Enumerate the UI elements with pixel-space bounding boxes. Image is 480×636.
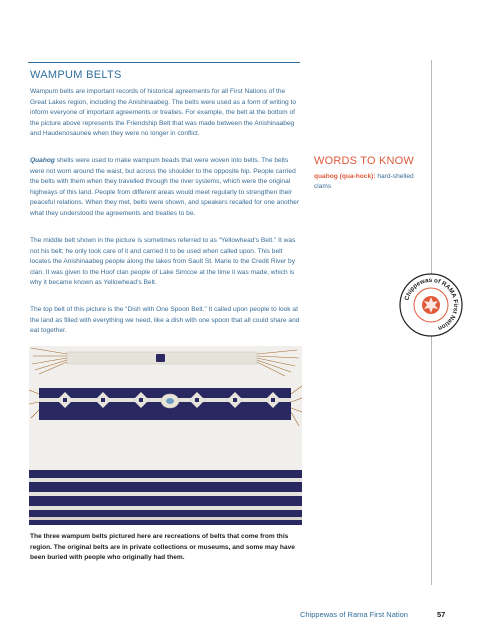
paragraph-dish-one-spoon: The top belt of this picture is the “Dish with One Spoon Belt.” It called upon people to look at the land as filled with everything we need, like a dish with one spoon that all could share and eat together. xyxy=(30,306,300,335)
paragraph-quahog-text: shells were used to make wampum beads that were woven into belts. The belts were not worn around the waist, but across the shoulder to the opposite hip. People carried the belts with them when they travelled through the river systems, which were the original highways of this land. People from different areas would meet regularly to strengthen their peaceful relations. When they met, belts were shown, and speakers recalled for one another what they understood the agreements and treaties to be. xyxy=(30,157,300,217)
section-top-rule xyxy=(28,62,300,63)
quahog-term: Quahog xyxy=(30,157,55,164)
yellowheads-belt xyxy=(29,386,302,426)
section-heading: WAMPUM BELTS xyxy=(30,69,122,81)
seal-text: Chippewas of RAMA First Nation xyxy=(403,276,460,332)
glossary-term: quahog (qua-hock): xyxy=(314,173,376,180)
footer-publisher: Chippewas of Rama First Nation xyxy=(300,610,408,619)
maple-leaf-icon xyxy=(422,296,440,314)
paragraph-quahog xyxy=(30,156,302,220)
glossary-definition: hard-shelled clams xyxy=(314,173,414,190)
wampum-belts-photo xyxy=(29,346,302,525)
paragraph-yellowhead-belt: The middle belt shown in the picture is sometimes referred to as “Yellowhead’s Belt.” It was not his belt; he only took care of it and carried it to be used when called upon. This belt locates the Anishinaabeg people along the lakes from Sault St. Marie to the Credit River by clan. It was given to the Hoof clan people of Lake Simcoe at the time it was made, which is why it became known as Yellowhead’s Belt. xyxy=(30,237,296,287)
friendship-belt xyxy=(29,470,302,525)
page-number: 57 xyxy=(437,610,446,619)
rama-seal-logo xyxy=(398,272,464,338)
words-to-know-heading: WORDS TO KNOW xyxy=(314,155,414,167)
words-to-know-entry xyxy=(314,172,426,192)
photo-caption: The three wampum belts pictured here are recreations of belts that come from this region. The original belts are in private collections or museums, and some may have been buried with people who originally had them. xyxy=(30,533,295,561)
paragraph-intro: Wampum belts are important records of historical agreements for all First Nations of the Great Lakes region, including the Anishinaabeg. The belts were used as a form of writing to inform everyone of important agreements or treaties. For example, the belt at the bottom of the picture above represents the Friendship Belt that was made between the Anishinaabeg and Haudenosaunee when they were no longer in conflict. xyxy=(30,88,296,138)
